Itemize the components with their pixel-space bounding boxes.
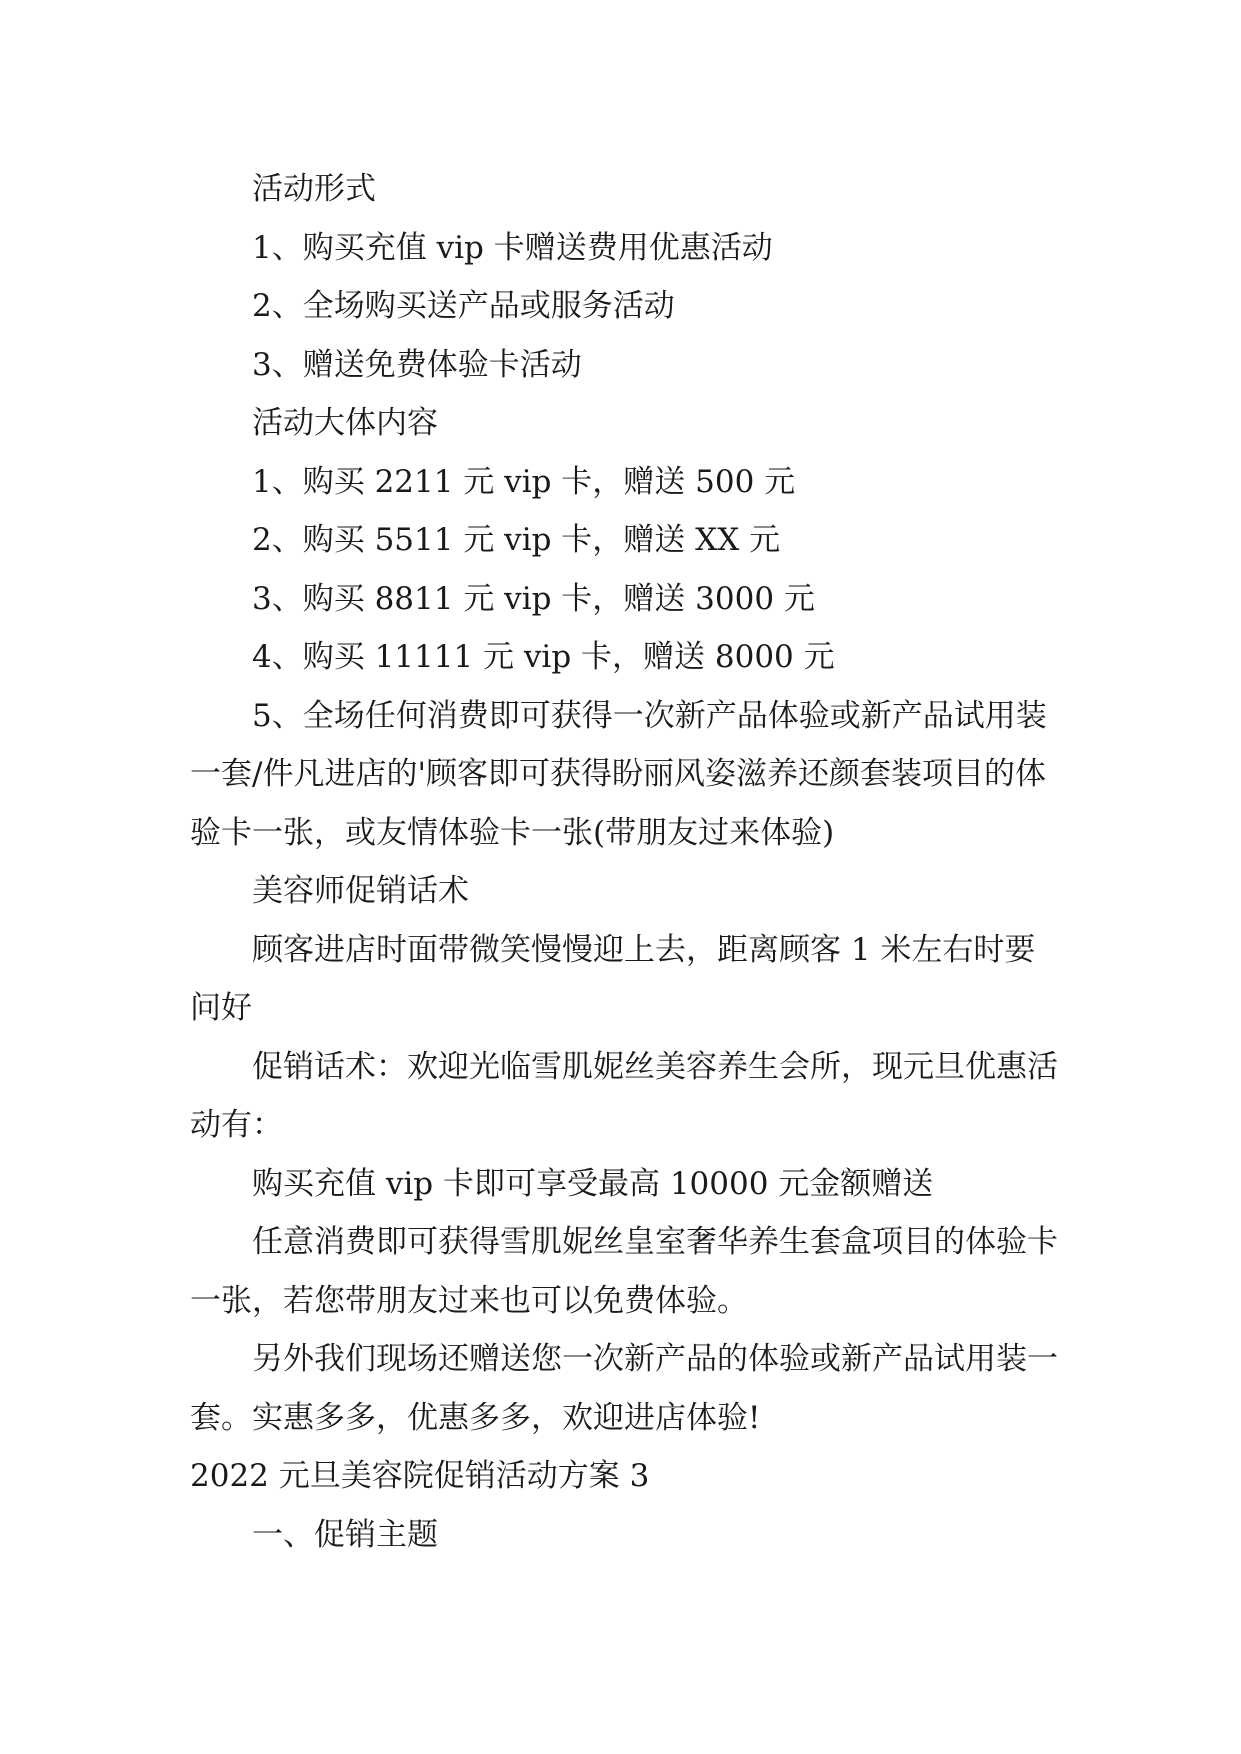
list-item: 4、购买 11111 元 vip 卡，赠送 8000 元 [252,639,835,675]
list-item: 2、购买 5511 元 vip 卡，赠送 XX 元 [252,522,781,558]
heading-promo-theme: 一、促销主题 [252,1516,438,1553]
heading-activity-form: 活动形式 [252,171,376,207]
heading-sales-script: 美容师促销话术 [252,873,469,909]
list-item: 1、购买充值 vip 卡赠送费用优惠活动 [252,229,773,266]
list-item: 3、购买 8811 元 vip 卡，赠送 3000 元 [252,580,815,617]
body-paragraph: 购买充值 vip 卡即可享受最高 10000 元金额赠送 [252,1165,934,1202]
section-title: 2022 元旦美容院促销活动方案 3 [190,1458,650,1494]
body-paragraph: 任意消费即可获得雪肌妮丝皇室奢华养生套盒项目的体验卡一张，若您带朋友过来也可以免费体验。 [190,1224,1058,1319]
body-paragraph: 另外我们现场还赠送您一次新产品的体验或新产品试用装一套。实惠多多，优惠多多，欢迎进店体验! [190,1341,1058,1436]
list-item: 5、全场任何消费即可获得一次新产品体验或新产品试用装一套/件凡进店的'顾客即可获得盼丽风姿滋养还颜套装项目的体验卡一张，或友情体验卡一张(带朋友过来体验) [190,697,1047,851]
heading-activity-content: 活动大体内容 [252,405,438,441]
list-item: 1、购买 2211 元 vip 卡，赠送 500 元 [252,463,796,500]
document-body [190,160,1060,1564]
body-paragraph: 促销话术：欢迎光临雪肌妮丝美容养生会所，现元旦优惠活动有： [190,1048,1058,1143]
list-item: 3、赠送免费体验卡活动 [252,346,582,383]
body-paragraph: 顾客进店时面带微笑慢慢迎上去，距离顾客 1 米左右时要问好 [190,931,1036,1026]
list-item: 2、全场购买送产品或服务活动 [252,288,675,324]
